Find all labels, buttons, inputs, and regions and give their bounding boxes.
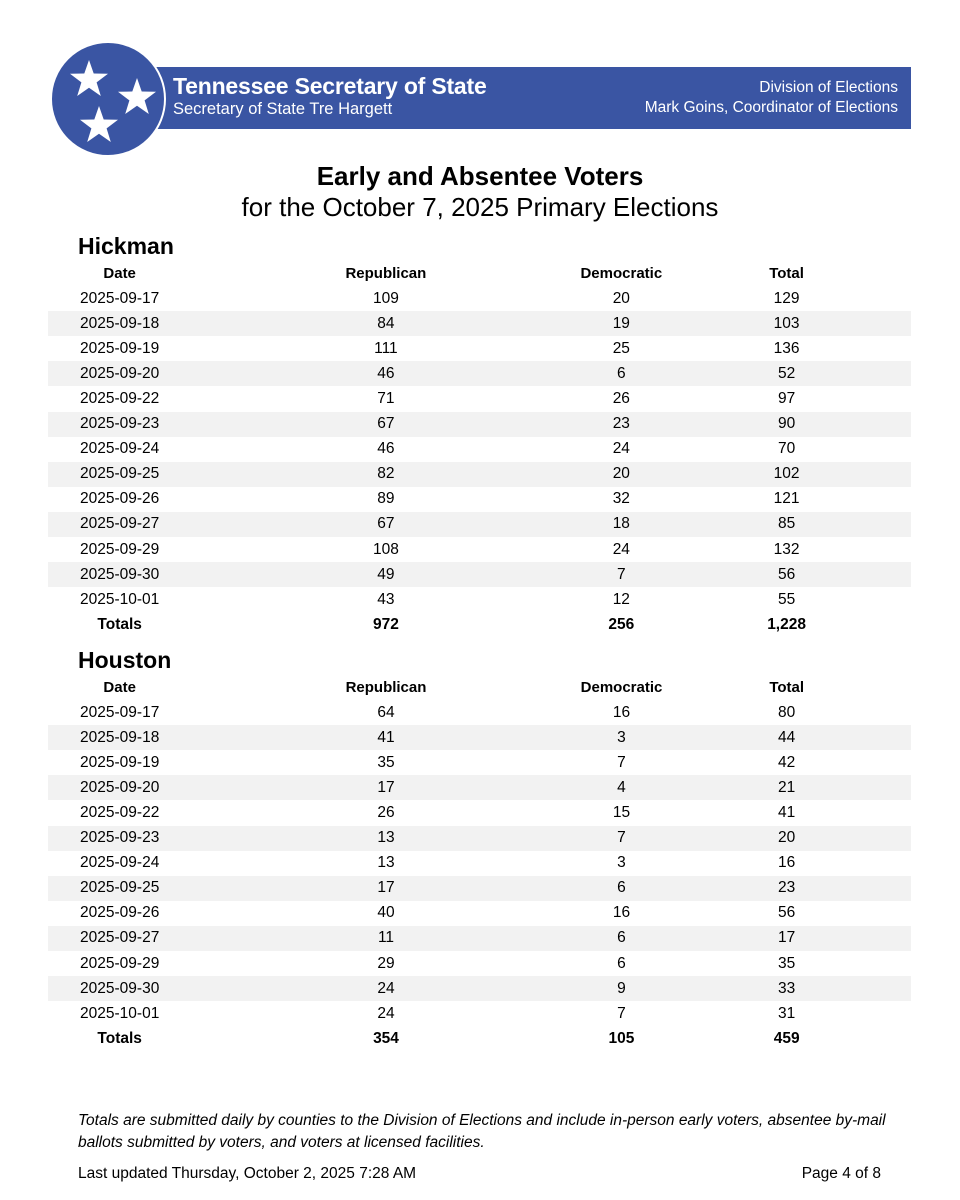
cell-democratic: 24 [612, 440, 630, 458]
cell-republican: 26 [377, 804, 395, 822]
table-row [48, 775, 911, 800]
table-body [48, 286, 911, 637]
cell-date: 2025-10-01 [80, 1004, 160, 1022]
header-total: Total [769, 679, 805, 697]
totals-label: Totals [97, 615, 142, 633]
org-title: Tennessee Secretary of State [173, 73, 487, 99]
cell-date: 2025-09-25 [48, 876, 191, 901]
page-number: Page 4 of 8 [801, 1165, 881, 1182]
cell-democratic: 26 [612, 390, 630, 408]
total-democratic: 105 [608, 1029, 635, 1047]
cell-democratic: 4 [581, 775, 663, 800]
county-section-houston [48, 645, 911, 1051]
table-row [48, 951, 911, 976]
table-row [48, 826, 911, 851]
table-row [48, 800, 911, 825]
cell-democratic: 6 [580, 361, 662, 386]
cell-date: 2025-09-27 [48, 926, 191, 951]
cell-democratic: 16 [612, 904, 631, 922]
cell-democratic: 9 [581, 976, 663, 1001]
cell-republican: 67 [191, 512, 580, 537]
cell-democratic: 7 [617, 1004, 626, 1022]
cell-total: 129 [773, 289, 800, 307]
cell-democratic: 20 [612, 289, 630, 307]
table-row [48, 725, 911, 750]
cell-democratic: 6 [581, 876, 663, 901]
table-row [48, 562, 911, 587]
page-header [0, 0, 960, 160]
cell-democratic: 19 [580, 311, 662, 336]
cell-date: 2025-09-27 [48, 512, 191, 537]
cell-total: 41 [778, 804, 796, 822]
cell-date: 2025-09-22 [80, 390, 160, 408]
cell-total: 121 [773, 490, 800, 508]
cell-republican: 84 [191, 311, 580, 336]
coordinator-name: Mark Goins, Coordinator of Elections [644, 99, 898, 116]
cell-republican: 13 [377, 854, 395, 872]
header-total: Total [769, 265, 804, 283]
county-section-hickman [48, 231, 911, 637]
cell-democratic: 7 [581, 826, 663, 851]
cell-republican: 43 [377, 590, 395, 608]
cell-date: 2025-10-01 [80, 590, 160, 608]
cell-democratic: 15 [612, 804, 631, 822]
cell-democratic: 23 [580, 412, 662, 437]
table-row [48, 386, 911, 411]
cell-democratic: 3 [617, 854, 626, 872]
cell-date: 2025-09-24 [80, 440, 160, 458]
cell-democratic: 16 [612, 703, 631, 721]
header-date: Date [103, 679, 136, 697]
cell-democratic: 12 [612, 590, 630, 608]
total-republican: 972 [372, 615, 399, 633]
cell-republican: 11 [191, 926, 580, 951]
document-subtitle: for the October 7, 2025 Primary Elections [241, 192, 719, 222]
table-row [48, 901, 911, 926]
cell-total: 90 [662, 412, 911, 437]
cell-republican: 71 [377, 390, 395, 408]
cell-republican: 89 [377, 490, 395, 508]
cell-total: 136 [773, 339, 800, 357]
cell-date: 2025-09-18 [48, 725, 191, 750]
county-name: Hickman [78, 233, 174, 259]
cell-total: 103 [662, 311, 911, 336]
document-title: Early and Absentee Voters [316, 161, 644, 191]
cell-republican: 46 [377, 440, 395, 458]
table-row [48, 976, 911, 1001]
cell-total: 23 [662, 876, 911, 901]
cell-republican: 17 [191, 775, 580, 800]
table-row [48, 336, 911, 361]
org-subtitle: Secretary of State Tre Hargett [173, 100, 393, 118]
totals-row [48, 612, 911, 637]
cell-democratic: 24 [612, 540, 630, 558]
cell-date: 2025-09-25 [48, 462, 191, 487]
cell-total: 35 [778, 954, 796, 972]
cell-republican: 67 [191, 412, 580, 437]
cell-date: 2025-09-26 [80, 904, 160, 922]
cell-total: 70 [777, 440, 796, 458]
table-row [48, 750, 911, 775]
cell-total: 132 [773, 540, 800, 558]
cell-total: 102 [662, 462, 911, 487]
header-republican: Republican [345, 679, 427, 697]
table-row [48, 926, 911, 951]
cell-republican: 17 [191, 876, 580, 901]
table-row [48, 512, 911, 537]
cell-republican: 49 [191, 562, 580, 587]
last-updated: Last updated Thursday, October 2, 2025 7:28 AM [78, 1165, 417, 1182]
table-row [48, 487, 911, 512]
cell-total: 56 [662, 562, 911, 587]
totals-label: Totals [97, 1029, 142, 1047]
totals-row [48, 1026, 911, 1051]
cell-date: 2025-09-23 [48, 412, 191, 437]
cell-total: 16 [778, 854, 796, 872]
cell-republican: 109 [372, 289, 399, 307]
table-row [48, 587, 911, 612]
total-republican: 354 [373, 1029, 399, 1047]
table-header-row [48, 675, 911, 700]
cell-democratic: 18 [580, 512, 662, 537]
document-title-block [0, 160, 960, 222]
cell-republican: 24 [191, 976, 580, 1001]
table-row [48, 1001, 911, 1026]
cell-date: 2025-09-20 [48, 775, 191, 800]
table-row [48, 876, 911, 901]
table-body [48, 700, 911, 1051]
cell-total: 97 [777, 390, 796, 408]
header-democratic: Democratic [580, 265, 663, 283]
tri-star-seal-icon [49, 40, 167, 158]
cell-democratic: 7 [617, 753, 626, 771]
cell-democratic: 7 [580, 562, 662, 587]
cell-date: 2025-09-22 [80, 804, 160, 822]
cell-democratic: 25 [612, 339, 630, 357]
cell-total: 33 [662, 976, 911, 1001]
total-all: 459 [773, 1029, 800, 1047]
cell-republican: 13 [191, 826, 580, 851]
table-row [48, 537, 911, 562]
cell-republican: 111 [374, 339, 398, 357]
cell-date: 2025-09-20 [48, 361, 191, 386]
cell-democratic: 32 [612, 490, 630, 508]
cell-date: 2025-09-17 [80, 289, 160, 307]
table-row [48, 412, 911, 437]
cell-date: 2025-09-17 [80, 703, 160, 721]
division-name: Division of Elections [759, 79, 898, 96]
cell-total: 85 [662, 512, 911, 537]
cell-republican: 24 [377, 1004, 395, 1022]
cell-date: 2025-09-30 [48, 562, 191, 587]
cell-total: 17 [662, 926, 911, 951]
cell-republican: 46 [191, 361, 580, 386]
cell-republican: 108 [372, 540, 399, 558]
cell-total: 56 [778, 904, 796, 922]
cell-date: 2025-09-26 [80, 490, 160, 508]
cell-total: 21 [662, 775, 911, 800]
cell-total: 52 [662, 361, 911, 386]
cell-total: 31 [778, 1004, 796, 1022]
table-row [48, 286, 911, 311]
cell-date: 2025-09-24 [80, 854, 160, 872]
table-header-row [48, 261, 911, 286]
cell-republican: 64 [377, 703, 395, 721]
county-name: Houston [78, 647, 172, 673]
voters-table [48, 675, 911, 1051]
table-row [48, 851, 911, 876]
cell-date: 2025-09-30 [48, 976, 191, 1001]
cell-total: 55 [777, 590, 796, 608]
table-row [48, 361, 911, 386]
cell-democratic: 20 [580, 462, 662, 487]
cell-date: 2025-09-29 [80, 954, 160, 972]
header-democratic: Democratic [580, 679, 663, 697]
table-row [48, 437, 911, 462]
cell-republican: 82 [191, 462, 580, 487]
cell-date: 2025-09-18 [48, 311, 191, 336]
cell-date: 2025-09-19 [80, 339, 160, 357]
cell-total: 42 [778, 753, 796, 771]
table-row [48, 700, 911, 725]
cell-republican: 29 [377, 954, 395, 972]
header-republican: Republican [345, 265, 427, 283]
cell-republican: 35 [377, 753, 395, 771]
total-all: 1,228 [767, 615, 806, 633]
footnote: Totals are submitted daily by counties to the Division of Elections and include in-person early voters, absentee by-mail ballots submitted by voters, and voters at licensed facilities. [78, 1112, 886, 1151]
cell-date: 2025-09-19 [80, 753, 160, 771]
total-democratic: 256 [608, 615, 635, 633]
cell-democratic: 6 [617, 954, 626, 972]
cell-republican: 41 [191, 725, 580, 750]
cell-total: 44 [662, 725, 911, 750]
cell-total: 20 [662, 826, 911, 851]
cell-democratic: 3 [581, 725, 663, 750]
cell-total: 80 [778, 703, 796, 721]
cell-date: 2025-09-29 [80, 540, 160, 558]
cell-republican: 40 [377, 904, 395, 922]
table-row [48, 462, 911, 487]
table-row [48, 311, 911, 336]
voters-table [48, 261, 911, 637]
header-date: Date [103, 265, 136, 283]
cell-democratic: 6 [581, 926, 663, 951]
cell-date: 2025-09-23 [48, 826, 191, 851]
